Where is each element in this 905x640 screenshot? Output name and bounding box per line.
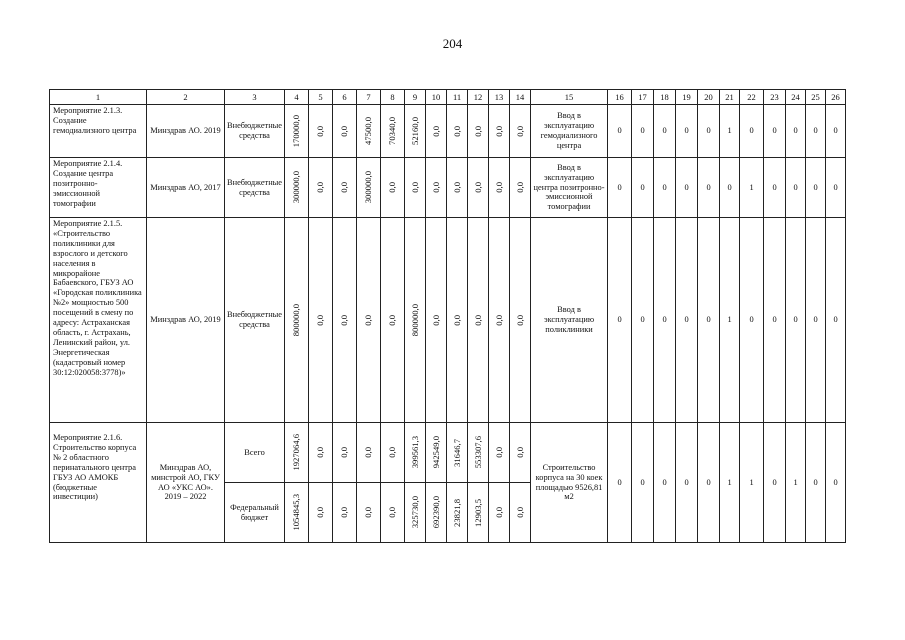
amount-cell — [468, 483, 489, 543]
amount-cell — [489, 105, 510, 158]
column-number-12: 12 — [468, 90, 489, 105]
amount-cell-wrap — [489, 507, 509, 518]
amount-cell-value: 0,0 — [472, 314, 483, 326]
amount-cell — [447, 105, 468, 158]
indicator-cell: 0 — [740, 105, 764, 158]
indicator-cell: 0 — [720, 158, 740, 218]
amount-cell-value: 0,0 — [430, 125, 441, 137]
amount-cell-value: 0,0 — [514, 125, 525, 137]
amount-cell — [381, 158, 405, 218]
amount-cell-wrap — [285, 494, 308, 531]
amount-cell-wrap — [309, 182, 332, 193]
amount-cell-wrap — [333, 507, 356, 518]
indicator-cell: 0 — [698, 218, 720, 423]
column-number-22: 22 — [740, 90, 764, 105]
column-number-11: 11 — [447, 90, 468, 105]
amount-cell-value: 325730,0 — [409, 496, 420, 529]
indicator-cell: 0 — [806, 105, 826, 158]
amount-cell-value: 692390,0 — [430, 496, 441, 529]
amount-cell-wrap — [447, 182, 467, 193]
amount-cell-wrap — [468, 315, 488, 326]
indicator-cell: 0 — [698, 105, 720, 158]
amount-cell-wrap — [285, 304, 308, 336]
indicator-cell: 0 — [608, 105, 632, 158]
indicator-cell: 0 — [608, 423, 632, 543]
funding-source: Федеральный бюджет — [225, 483, 285, 543]
indicator-cell: 1 — [786, 423, 806, 543]
indicator-cell: 0 — [806, 423, 826, 543]
amount-cell-wrap — [285, 171, 308, 203]
amount-cell-wrap — [333, 447, 356, 458]
indicator-cell: 0 — [740, 218, 764, 423]
amount-cell — [405, 423, 426, 483]
amount-cell — [333, 218, 357, 423]
program-table — [49, 89, 846, 543]
amount-cell — [447, 483, 468, 543]
amount-cell — [426, 483, 447, 543]
amount-cell-wrap — [405, 117, 425, 145]
indicator-cell: 0 — [698, 423, 720, 543]
indicator-cell: 0 — [676, 423, 698, 543]
indicator-cell: 1 — [720, 218, 740, 423]
amount-cell-wrap — [426, 436, 446, 468]
amount-cell-wrap — [405, 496, 425, 528]
amount-cell-wrap — [510, 507, 530, 518]
indicator-cell: 0 — [826, 158, 846, 218]
amount-cell-value: 0,0 — [493, 507, 504, 518]
amount-cell-value: 0,0 — [339, 125, 350, 137]
amount-cell-value: 0,0 — [339, 182, 350, 193]
page-number: 204 — [442, 36, 463, 51]
amount-cell — [357, 483, 381, 543]
indicator-cell: 0 — [786, 218, 806, 423]
amount-cell — [309, 218, 333, 423]
amount-cell — [447, 158, 468, 218]
amount-cell-value: 1054845,3 — [291, 494, 302, 531]
amount-cell-wrap — [309, 507, 332, 518]
amount-cell-wrap — [405, 182, 425, 193]
amount-cell-wrap — [426, 496, 446, 528]
column-number-10: 10 — [426, 90, 447, 105]
column-number-24: 24 — [786, 90, 806, 105]
executor-cell: Минздрав АО, минстрой АО, ГКУ АО «УКС АО». 2019 – 2022 — [147, 423, 225, 543]
amount-cell-value: 23821,8 — [451, 498, 462, 527]
amount-cell-value: 0,0 — [514, 314, 525, 326]
amount-cell-value: 300000,0 — [363, 171, 374, 204]
amount-cell-wrap — [510, 182, 530, 193]
amount-cell-value: 0,0 — [409, 182, 420, 193]
amount-cell — [357, 423, 381, 483]
column-number-8: 8 — [381, 90, 405, 105]
indicator-cell: 0 — [676, 158, 698, 218]
amount-cell-wrap — [405, 304, 425, 336]
amount-cell — [405, 105, 426, 158]
amount-cell-value: 0,0 — [339, 507, 350, 518]
indicator-cell: 0 — [786, 158, 806, 218]
amount-cell-value: 0,0 — [493, 182, 504, 193]
measure-title: Мероприятие 2.1.6. Строительство корпуса № 2 областного перинатального центра ГБУЗ АО АМОКБ (бюджетные инвестиции) — [50, 423, 147, 543]
amount-cell-value: 0,0 — [514, 182, 525, 193]
amount-cell-wrap — [447, 315, 467, 326]
indicator-cell: 0 — [826, 218, 846, 423]
amount-cell-value: 0,0 — [315, 182, 326, 193]
table-row — [50, 158, 846, 218]
amount-cell-value: 170000,0 — [291, 114, 302, 148]
amount-cell — [489, 218, 510, 423]
amount-cell-value: 800000,0 — [291, 303, 302, 337]
amount-cell — [510, 483, 531, 543]
amount-cell-value: 0,0 — [493, 447, 504, 458]
column-number-21: 21 — [720, 90, 740, 105]
amount-cell — [309, 105, 333, 158]
amount-cell-wrap — [357, 447, 380, 458]
column-number-14: 14 — [510, 90, 531, 105]
amount-cell-wrap — [489, 126, 509, 137]
amount-cell — [285, 483, 309, 543]
amount-cell — [285, 105, 309, 158]
amount-cell — [357, 105, 381, 158]
indicator-cell: 0 — [676, 218, 698, 423]
column-number-26: 26 — [826, 90, 846, 105]
amount-cell-wrap — [468, 436, 488, 468]
amount-cell — [357, 158, 381, 218]
indicator-cell: 0 — [826, 423, 846, 543]
amount-cell-wrap — [381, 117, 404, 145]
indicator-cell: 1 — [740, 423, 764, 543]
amount-cell — [426, 218, 447, 423]
amount-cell-wrap — [333, 315, 356, 326]
amount-cell-value: 0,0 — [363, 447, 374, 458]
amount-cell-wrap — [285, 115, 308, 147]
amount-cell-wrap — [357, 171, 380, 203]
column-number-13: 13 — [489, 90, 510, 105]
indicator-cell: 0 — [608, 158, 632, 218]
column-number-16: 16 — [608, 90, 632, 105]
amount-cell — [381, 218, 405, 423]
amount-cell-wrap — [333, 126, 356, 137]
amount-cell — [510, 158, 531, 218]
amount-cell-value: 70340,0 — [387, 117, 398, 145]
amount-cell — [357, 218, 381, 423]
amount-cell-value: 12903,5 — [472, 498, 483, 527]
column-number-2: 2 — [147, 90, 225, 105]
column-number-5: 5 — [309, 90, 333, 105]
amount-cell-value: 52160,0 — [409, 117, 420, 145]
indicator-cell: 0 — [632, 423, 654, 543]
indicator-cell: 0 — [698, 158, 720, 218]
amount-cell-value: 942549,0 — [430, 436, 441, 469]
executor-cell: Минздрав АО, 2017 — [147, 158, 225, 218]
funding-source: Внебюджетные средства — [225, 218, 285, 423]
indicator-cell: 0 — [608, 218, 632, 423]
amount-cell-value: 0,0 — [315, 507, 326, 518]
amount-cell-value: 0,0 — [387, 507, 398, 518]
indicator-cell: 0 — [654, 105, 676, 158]
column-number-3: 3 — [225, 90, 285, 105]
amount-cell-value: 0,0 — [339, 314, 350, 326]
expected-result: Ввод в эксплуатацию поликлиники — [531, 218, 608, 423]
amount-cell-wrap — [405, 436, 425, 468]
amount-cell-wrap — [447, 499, 467, 527]
amount-cell-wrap — [426, 126, 446, 137]
amount-cell-value: 300000,0 — [291, 171, 302, 204]
amount-cell-value: 0,0 — [339, 447, 350, 458]
amount-cell-wrap — [309, 447, 332, 458]
amount-cell-wrap — [510, 126, 530, 137]
amount-cell-value: 553307,6 — [472, 436, 483, 469]
amount-cell-wrap — [468, 499, 488, 527]
amount-cell-value: 1927064,6 — [291, 434, 302, 471]
amount-cell — [333, 423, 357, 483]
indicator-cell: 0 — [806, 218, 826, 423]
amount-cell-value: 0,0 — [514, 447, 525, 458]
amount-cell-value: 0,0 — [387, 314, 398, 326]
amount-cell — [426, 158, 447, 218]
amount-cell — [381, 483, 405, 543]
amount-cell-wrap — [489, 315, 509, 326]
amount-cell-wrap — [468, 182, 488, 193]
amount-cell-wrap — [309, 315, 332, 326]
indicator-cell: 0 — [764, 105, 786, 158]
column-number-7: 7 — [357, 90, 381, 105]
indicator-cell: 0 — [654, 218, 676, 423]
amount-cell-wrap — [309, 126, 332, 137]
amount-cell-value: 0,0 — [472, 125, 483, 137]
amount-cell-value: 0,0 — [315, 447, 326, 458]
indicator-cell: 0 — [632, 218, 654, 423]
amount-cell — [510, 218, 531, 423]
executor-cell: Минздрав АО, 2019 — [147, 218, 225, 423]
funding-source: Всего — [225, 423, 285, 483]
indicator-cell: 0 — [676, 105, 698, 158]
amount-cell-value: 0,0 — [387, 447, 398, 458]
column-number-19: 19 — [676, 90, 698, 105]
amount-cell-value: 0,0 — [315, 314, 326, 326]
table-row — [50, 105, 846, 158]
indicator-cell: 0 — [764, 158, 786, 218]
amount-cell-wrap — [381, 182, 404, 193]
amount-cell-wrap — [381, 447, 404, 458]
amount-cell-wrap — [285, 434, 308, 471]
amount-cell-value: 31646,7 — [451, 438, 462, 467]
indicator-cell: 0 — [806, 158, 826, 218]
indicator-cell: 0 — [654, 423, 676, 543]
amount-cell-wrap — [510, 447, 530, 458]
column-number-4: 4 — [285, 90, 309, 105]
amount-cell — [510, 105, 531, 158]
amount-cell-value: 800000,0 — [409, 303, 420, 337]
indicator-cell: 0 — [632, 105, 654, 158]
column-number-1: 1 — [50, 90, 147, 105]
amount-cell — [285, 218, 309, 423]
expected-result: Ввод в эксплуатацию гемодиализного центра — [531, 105, 608, 158]
amount-cell-value: 0,0 — [315, 125, 326, 137]
amount-cell-wrap — [447, 439, 467, 467]
amount-cell-value: 0,0 — [363, 507, 374, 518]
amount-cell-wrap — [333, 182, 356, 193]
measure-title: Мероприятие 2.1.4. Создание центра позитронно-эмиссионной томографии — [50, 158, 147, 218]
amount-cell-wrap — [489, 182, 509, 193]
column-number-18: 18 — [654, 90, 676, 105]
amount-cell-value: 47500,0 — [363, 117, 374, 145]
amount-cell-value: 399561,3 — [409, 436, 420, 469]
amount-cell — [468, 218, 489, 423]
amount-cell-wrap — [357, 117, 380, 145]
funding-source: Внебюджетные средства — [225, 105, 285, 158]
amount-cell-wrap — [510, 315, 530, 326]
amount-cell-value: 0,0 — [387, 182, 398, 193]
indicator-cell: 0 — [764, 423, 786, 543]
indicator-cell: 0 — [826, 105, 846, 158]
amount-cell — [468, 423, 489, 483]
column-number-15: 15 — [531, 90, 608, 105]
expected-result: Строительство корпуса на 30 коек площадью 9526,81 м2 — [531, 423, 608, 543]
amount-cell — [333, 483, 357, 543]
amount-cell-value: 0,0 — [430, 182, 441, 193]
amount-cell — [381, 105, 405, 158]
amount-cell — [447, 218, 468, 423]
expected-result: Ввод в эксплуатацию центра позитронно-эмиссионной томографии — [531, 158, 608, 218]
amount-cell — [447, 423, 468, 483]
amount-cell-wrap — [426, 315, 446, 326]
amount-cell — [489, 158, 510, 218]
amount-cell-value: 0,0 — [493, 125, 504, 137]
amount-cell-value: 0,0 — [451, 182, 462, 193]
amount-cell — [489, 483, 510, 543]
amount-cell — [489, 423, 510, 483]
amount-cell-value: 0,0 — [451, 314, 462, 326]
table-row — [50, 218, 846, 423]
amount-cell — [309, 483, 333, 543]
amount-cell — [309, 423, 333, 483]
column-number-17: 17 — [632, 90, 654, 105]
amount-cell — [333, 158, 357, 218]
amount-cell — [285, 158, 309, 218]
amount-cell — [309, 158, 333, 218]
amount-cell-wrap — [357, 507, 380, 518]
measure-title: Мероприятие 2.1.5. «Строительство поликлиники для взрослого и детского населения в микрорайоне Бабаевского, ГБУЗ АО «Городская поликлиника №2» мощностью 500 посещений в смену по адресу: Астраханская область, г. Астрахань, Ленинский район, ул. Энергетическая (кадастровый номер 30:12:020058:3778)» — [50, 218, 147, 423]
amount-cell — [468, 158, 489, 218]
column-number-23: 23 — [764, 90, 786, 105]
amount-cell — [405, 158, 426, 218]
amount-cell — [405, 483, 426, 543]
amount-cell-wrap — [489, 447, 509, 458]
amount-cell-value: 0,0 — [430, 314, 441, 326]
amount-cell-wrap — [447, 126, 467, 137]
indicator-cell: 0 — [654, 158, 676, 218]
column-number-9: 9 — [405, 90, 426, 105]
indicator-cell: 0 — [632, 158, 654, 218]
amount-cell — [381, 423, 405, 483]
amount-cell — [405, 218, 426, 423]
amount-cell-wrap — [468, 126, 488, 137]
amount-cell — [285, 423, 309, 483]
table-row — [50, 423, 846, 483]
column-number-25: 25 — [806, 90, 826, 105]
amount-cell-value: 0,0 — [363, 314, 374, 326]
column-number-6: 6 — [333, 90, 357, 105]
amount-cell — [426, 105, 447, 158]
indicator-cell: 1 — [720, 423, 740, 543]
amount-cell — [510, 423, 531, 483]
amount-cell — [333, 105, 357, 158]
amount-cell-value: 0,0 — [514, 507, 525, 518]
indicator-cell: 0 — [764, 218, 786, 423]
amount-cell-wrap — [426, 182, 446, 193]
amount-cell-value: 0,0 — [451, 125, 462, 137]
amount-cell-wrap — [357, 315, 380, 326]
amount-cell — [468, 105, 489, 158]
indicator-cell: 1 — [740, 158, 764, 218]
amount-cell-wrap — [381, 315, 404, 326]
executor-cell: Минздрав АО. 2019 — [147, 105, 225, 158]
header-row — [50, 90, 846, 105]
amount-cell — [426, 423, 447, 483]
amount-cell-value: 0,0 — [472, 182, 483, 193]
column-number-20: 20 — [698, 90, 720, 105]
amount-cell-value: 0,0 — [493, 314, 504, 326]
amount-cell-wrap — [381, 507, 404, 518]
indicator-cell: 1 — [720, 105, 740, 158]
measure-title: Мероприятие 2.1.3. Создание гемодиализного центра — [50, 105, 147, 158]
indicator-cell: 0 — [786, 105, 806, 158]
funding-source: Внебюджетные средства — [225, 158, 285, 218]
